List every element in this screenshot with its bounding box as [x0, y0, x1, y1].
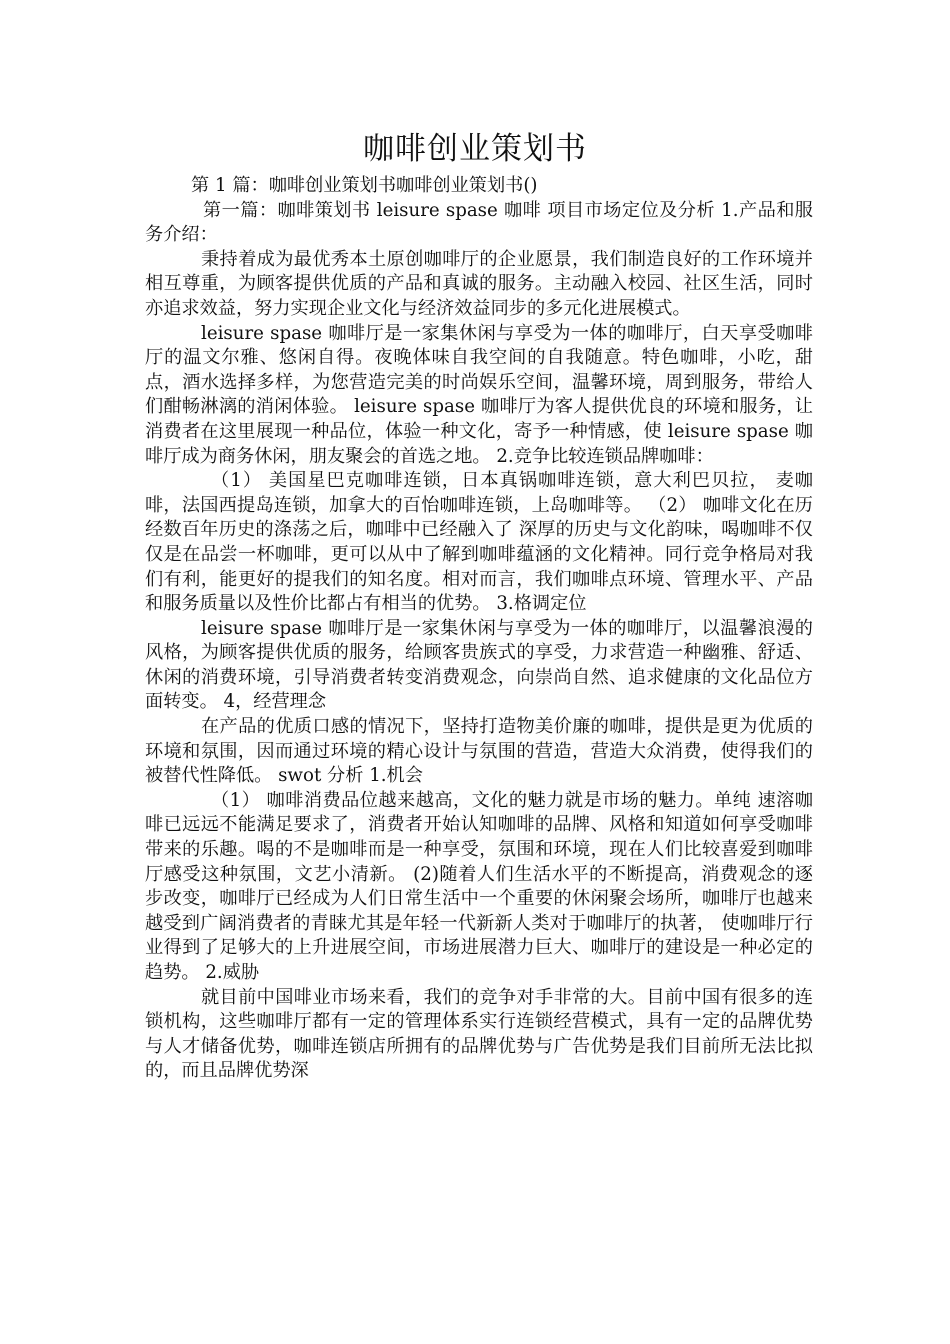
paragraph: （1） 咖啡消费品位越来越高，文化的魅力就是市场的魅力。单纯 速溶咖啡已远远不能满足要求了，消费者开始认知咖啡的品牌、风格和知道如何享受咖啡带来的乐趣。喝的不是咖啡而是一种享受，氛围和环境，现在人们比较喜爱到咖啡厅感受这种氛围，文艺小清新。 (2)随着人们生活水平的不断提高，消费观念的逐步改变，咖啡厅已经成为人们日常生活中一个重要的休闲聚会场所，咖啡厅也越来越受到广阔消费者的青睐尤其是年轻一代新新人类对于咖啡厅的执著， 使咖啡厅行业得到了足够大的上升进展空间，市场进展潜力巨大、咖啡厅的建设是一种必定的趋势。 2.威胁 [145, 789, 813, 983]
section-heading: 第一篇：咖啡策划书 leisure spase 咖啡 项目市场定位及分析 1.产品和服务介绍： [145, 199, 813, 246]
paragraph: 就目前中国啡业市场来看，我们的竞争对手非常的大。目前中国有很多的连锁机构，这些咖啡厅都有一定的管理体系实行连锁经营模式，具有一定的品牌优势与人才储备优势，咖啡连锁店所拥有的品牌优势与广告优势是我们目前所无法比拟的，而且品牌优势深 [145, 986, 813, 1082]
paragraph: （1） 美国星巴克咖啡连锁，日本真锅咖啡连锁，意大利巴贝拉， 麦咖啡，法国西提岛连锁，加拿大的百怡咖啡连锁，上岛咖啡等。 （2） 咖啡文化在历经数百年历史的涤荡之后，咖啡中已经融入了 深厚的历史与文化韵味，喝咖啡不仅仅是在品尝一杯咖啡，更可以从中了解到咖啡蕴涵的文化精神。同行竞争格局对我们有利，能更好的提我们的知名度。相对而言，我们咖啡点环境、管理水平、产品和服务质量以及性价比都占有相当的优势。 3.格调定位 [145, 470, 813, 615]
document-title: 咖啡创业策划书 [363, 131, 587, 167]
paragraph: 秉持着成为最优秀本土原创咖啡厅的企业愿景，我们制造良好的工作环境并相互尊重，为顾客提供优质的产品和真诚的服务。主动融入校园、社区生活，同时亦追求效益，努力实现企业文化与经济效益同步的多元化进展模式。 [145, 248, 813, 319]
paragraph: leisure spase 咖啡厅是一家集休闲与享受为一体的咖啡厅，以温馨浪漫的风格，为顾客提供优质的服务，给顾客贵族式的享受，力求营造一种幽雅、舒适、休闲的消费环境，引导消费者转变消费观念，向崇尚自然、追求健康的文化品位方面转变。 4，经营理念 [145, 617, 813, 713]
chapter-heading: 第 1 篇：咖啡创业策划书咖啡创业策划书() [191, 175, 538, 196]
paragraph: 在产品的优质口感的情况下，坚持打造物美价廉的咖啡，提供是更为优质的环境和氛围，因而通过环境的精心设计与氛围的营造，营造大众消费，使得我们的被替代性降低。 swot 分析 1.机会 [145, 716, 813, 787]
document-body [145, 174, 813, 1084]
paragraph: leisure spase 咖啡厅是一家集休闲与享受为一体的咖啡厅，白天享受咖啡厅的温文尔雅、悠闲自得。夜晚体味自我空间的自我随意。特色咖啡，小吃，甜点，酒水选择多样，为您营造完美的时尚娱乐空间，温馨环境，周到服务，带给人们酣畅淋漓的消闲体验。 leisure spase 咖啡厅为客人提供优良的环境和服务，让消费者在这里展现一种品位，体验一种文化，寄予一种情感，使 leisure spase 咖啡厅成为商务休闲，朋友聚会的首选之地。 2.竞争比较连锁品牌咖啡： [145, 322, 813, 467]
